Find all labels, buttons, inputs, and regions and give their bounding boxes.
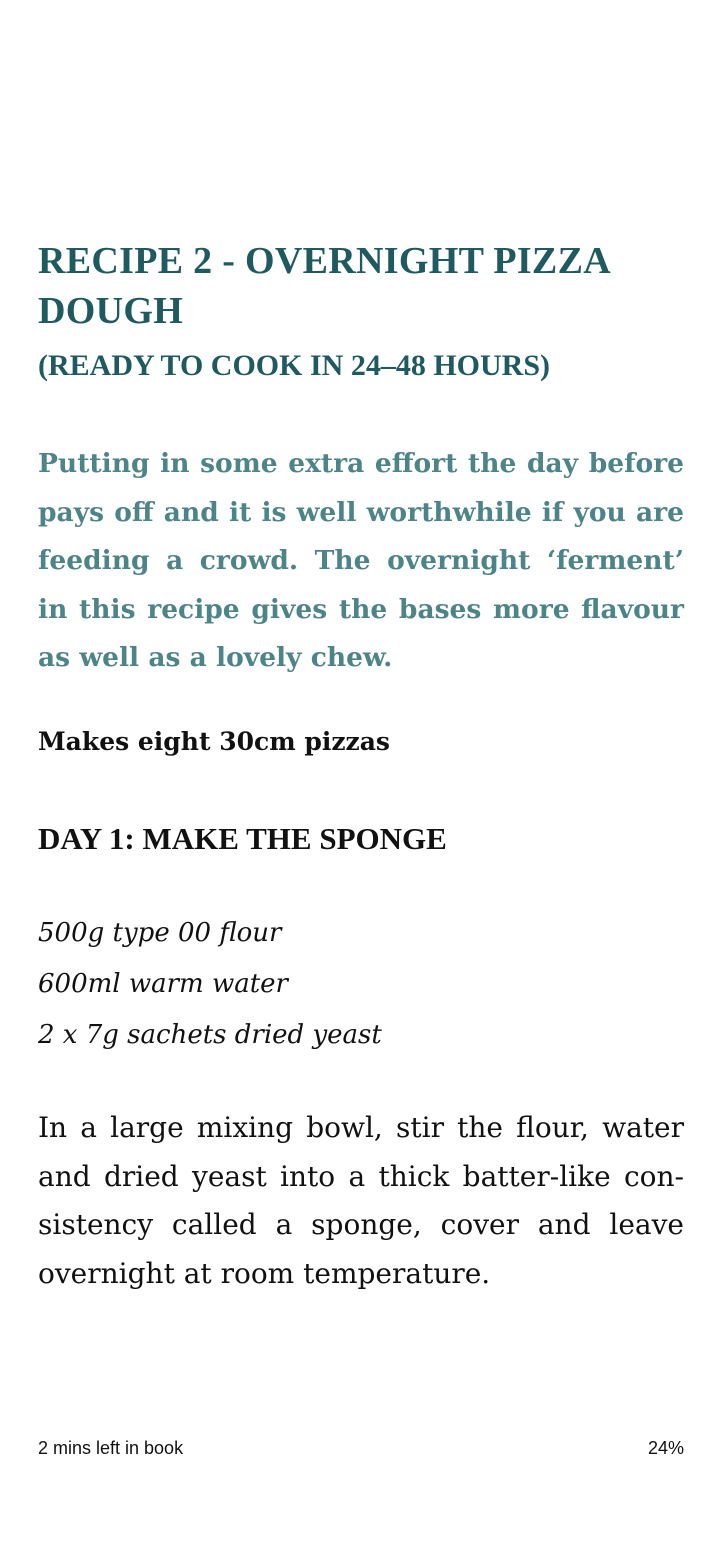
section-heading: DAY 1: MAKE THE SPONGE	[38, 821, 447, 856]
ingredient-item: 500g type 00 flour	[38, 918, 282, 948]
ingredient-list	[38, 908, 684, 1061]
recipe-intro: Putting in some extra effort the day before pays off and it is well worthwhile if you are feeding a crowd. The overnight ‘ferment’ in this recipe gives the bases more flavour as well as a lovely chew.	[38, 448, 684, 673]
recipe-title: RECIPE 2 - OVERNIGHT PIZZA DOUGH	[38, 240, 609, 332]
ingredient-item: 600ml warm water	[38, 969, 288, 999]
recipe-subtitle: (READY TO COOK IN 24–48 HOURS)	[38, 349, 550, 382]
reading-progress-percent[interactable]: 24%	[647, 1438, 684, 1458]
method-text: In a large mixing bowl, stir the flour, water and dried yeast into a thick batter-like consistency called a sponge, cover and leave overnight at room temperature.	[38, 1111, 684, 1290]
reader-page[interactable]	[38, 0, 684, 1558]
ingredient-item: 2 x 7g sachets dried yeast	[38, 1020, 382, 1050]
recipe-yield: Makes eight 30cm pizzas	[38, 727, 391, 756]
time-left-indicator[interactable]: 2 mins left in book	[38, 1438, 184, 1458]
